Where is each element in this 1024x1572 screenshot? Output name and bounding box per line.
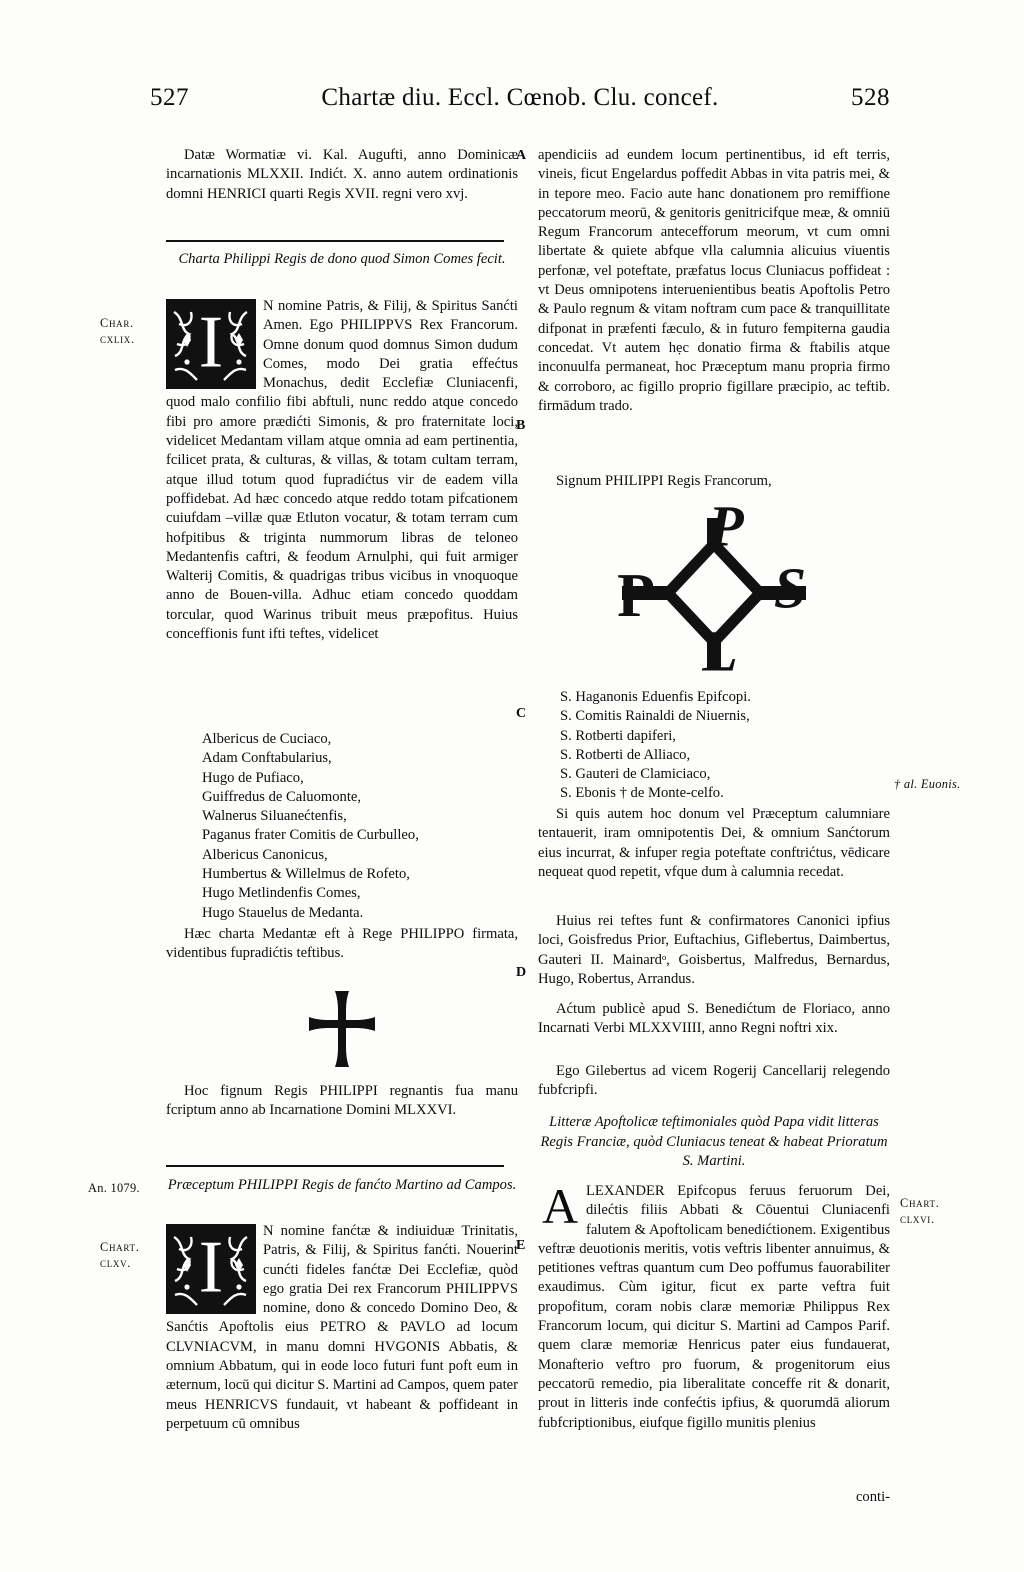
continuation-paragraph: apendiciis ad eundem locum pertinentibus, id eft terris, vineis, ficut Engelardus poffedit Abbas in vita patris mei, & in tepore meo. Facio aute hanc donationem pro remiffione peccatorum meorū, & genitoris genitricifque meæ, & omniū Regum Francorum antecefforum meorum, vt cum omni libertate & quiete abfque vlla calumnia alicuius viuentis perfonæ, vel poteftate, præfatus locus Cluniacus poffideat : vt Deus omnipotens interuenientibus beatis Apoftolis Petro & Paulo regnum & vitam noftram cum pace & tranquillitate difponat in præfenti fæculo, & in futuro fempiterna gaudia concedat. Vt autem hẹc donatio firma & ftabilis atque inconuulfa permaneat, hoc Præceptum manu propria firmo & corroboro, ac figillo proprio figillare præcipio, ac teftib. firmādum trado. — [538, 147, 890, 414]
sanction-block — [538, 805, 890, 915]
signum-line-block — [538, 472, 890, 498]
gutter-marker-a: A — [516, 148, 527, 163]
charter1-margin-note-line2: cxlix. — [100, 331, 135, 346]
list-item: Hugo de Pufiaco, — [202, 769, 304, 786]
charter2-body-block — [166, 1222, 518, 1492]
list-item: Guiffredus de Caluomonte, — [202, 788, 362, 805]
signature-block — [538, 688, 890, 813]
catchword-block — [538, 1488, 890, 1512]
running-head-title: Chartæ diu. Eccl. Cœnob. Clu. concef. — [321, 84, 719, 111]
list-item: S. Rotberti de Alliaco, — [560, 746, 691, 763]
charter1-heading: Charta Philippi Regis de dono quod Simon Comes fecit. — [178, 251, 506, 267]
dagger-margin-note: † al. Euonis. — [894, 777, 961, 791]
charter2-margin-note — [100, 1240, 140, 1271]
charter1-margin-note-line1: Char. — [100, 316, 134, 330]
gutter-marker-e: E — [516, 1238, 526, 1253]
list-item: Adam Conftabularius, — [202, 750, 332, 767]
papal-margin-note-line1: Chart. — [900, 1196, 940, 1210]
witness-list — [166, 730, 518, 923]
papal-letter-heading: Litteræ Apoftolicæ teftimoniales quòd Papa vidit litteras Regis Franciæ, quòd Cluniacus teneat & habeat Prioratum S. Martini. — [540, 1114, 888, 1169]
charter1-closing: Hæc charta Medantæ eft à Rege PHILIPPO firmata, videntibus fupradićtis teftibus. — [166, 926, 518, 962]
list-item: S. Rotberti dapiferi, — [560, 727, 676, 744]
list-item: Walnerus Siluanećtenfis, — [202, 808, 347, 825]
charter1-body-block — [166, 297, 518, 727]
list-item: Hugo Stauelus de Medanta. — [202, 904, 364, 921]
papal-body: LEXANDER Epifcopus feruus feruorum Dei, dilećtis filiis Abbati & Cōuentui Cluniacenfi falutem & Apoftolicam benedićtionem. Exigentibus veftræ deuotionis meritis, votis veftris libenter annuimus, & petitiones veftras quantum cum Deo poffumus fauorabiliter exaudimus. Cùm igitur, ficut ex parte veftra fuit propofitum, coram nobis claræ memoriæ Philippus Rex Francorum locum, qui dicitur S. Martini ad Campos Parif. quem claræ memoriæ Henricus pater eius fundauerat, Monafterio veftro pro fuorum, & progenitorum eius peccatorū remedio, pia liberalitate conceffe rit & donarit, prout in litteris inde confećtis ipfius, & quorumdā aliorum fubfcriptionibus, eiufque figillo munitis plenius — [538, 1183, 890, 1431]
gutter-marker-c: C — [516, 706, 527, 721]
initial-letter-a: A — [541, 1178, 579, 1234]
signum-line: Signum PHILIPPI Regis Francorum, — [556, 473, 772, 489]
papal-margin-note — [900, 1196, 940, 1227]
charter1-witness-block — [166, 730, 518, 930]
charter1-margin-note — [100, 316, 135, 347]
running-head — [150, 84, 890, 120]
list-item: Albericus Canonicus, — [202, 846, 328, 863]
actum-block — [538, 1000, 890, 1062]
list-item: S. Comitis Rainaldi de Niuernis, — [560, 708, 750, 725]
woodcut-initial-i-charter2 — [166, 1224, 256, 1314]
royal-cross-device — [166, 990, 518, 1070]
list-item: S. Ebonis † de Monte-celfo. — [560, 785, 724, 802]
charter2-margin-note-line2: clxv. — [100, 1255, 132, 1270]
chancellor-paragraph: Ego Gilebertus ad vicem Rogerij Cancellarij relegendo fubfcripfi. — [538, 1063, 890, 1099]
opening-paragraph: Datæ Wormatiæ vi. Kal. Augufti, anno Dominicæ incarnationis MLXXII. Indićt. X. anno autem ordinationis domni HENRICI quarti Regis XVII. regni vero xvj. — [166, 147, 518, 202]
charter2-heading: Præceptum PHILIPPI Regis de fanćto Martino ad Campos. — [167, 1177, 517, 1193]
actum-paragraph: Aćtum publicè apud S. Benedićtum de Floriaco, anno Incarnati Verbi MLXXVIIII, anno Regni noftri xix. — [538, 1001, 890, 1037]
continuation-block — [538, 146, 890, 476]
charter2-year-note: An. 1079. — [88, 1181, 140, 1195]
cross-caption: Hoc fignum Regis PHILIPPI regnantis fua manu fcriptum anno ab Incarnatione Domini MLXXVI. — [166, 1083, 518, 1119]
gutter-marker-b: B — [516, 418, 526, 433]
woodcut-initial-i-charter1 — [166, 299, 256, 389]
charter1-body: N nomine Patris, & Filij, & Spiritus Sanćti Amen. Ego PHILIPPVS Rex Francorum. Omne donum quod domnus Simon dudum Comes, modo Dei gratia effećtus Monachus, dedit Ecclefiæ Cluniacenfi, quod malo confilio fibi abftuli, nunc reddo atque concedo fibi pro amore prædićti Simonis, & pro fraternitate loci, videlicet Medantam villam atque omnia ad eam pertinentia, fcilicet prata, & culturas, & villas, & totam cultam terram, atque illud totum quod fupradićtus vir de eadem villa poffidebat. Ad hæc concedo atque reddo totam pifcationem cuiufdam –villæ quæ Etluton vocatur, & totam terram cum hofpitibus & triginta nummorum libras de teloneo Medantenfis caftri, & feodum Arnulphi, qui fuit armiger Walterij Comitis, & quadrigas tribus vicibus in vnoquoque anno de Bouen-villa. Adhuc etiam concedo quoddam torcular, quod Warinus tribuit meus præpofitus. Huius conceffionis funt ifti teftes, videlicet — [166, 298, 518, 643]
charter1-closing-block — [166, 925, 518, 971]
gutter-marker-d: D — [516, 965, 527, 980]
divider-rule-top — [166, 240, 504, 242]
initial-letter-i: I — [198, 301, 224, 384]
folio-number-right: 528 — [850, 84, 890, 111]
initial-letter-i: I — [198, 1226, 224, 1309]
folio-number-left: 527 — [150, 84, 189, 111]
royal-monogram-device — [538, 500, 890, 686]
signature-list — [538, 688, 890, 804]
left-opening-paragraph-block — [166, 146, 518, 230]
sanction-paragraph: Si quis autem hoc donum vel Præceptum calumniare tentauerit, iram omnipotentis Dei, & omnium Sanćtorum eius incurrat, & infuper regia poteftate conftrićtus, vēdicare nequeat quod repetit, vfque dum à calumnia recedat. — [538, 806, 890, 880]
list-item: Hugo Metlindenfis Comes, — [202, 885, 361, 902]
charter2-body: N nomine fanćtæ & indiuiduæ Trinitatis, Patris, & Filij, & Spiritus fanćti. Nouerint cunćti fideles fanćtæ Dei Ecclefiæ, quòd ego gratia Dei rex Francorum PHILIPPVS nomine, dono & concedo Domino Deo, & Sanćtis Apoftolis eius PETRO & PAVLO ad locum CLVNIACVM, in manu domni HVGONIS Abbatis, & omnium Abbatum, qui in eode loco futuri funt poft eum in æternum, locū qui dicitur S. Martini ad Campos, quem pater meus HENRICVS fundauit, vt habeant & poffideant in perpetuum cū omnibus — [166, 1223, 518, 1432]
monogram-letter-top: P — [708, 502, 744, 559]
cross-caption-block — [166, 1082, 518, 1146]
divider-rule-bottom — [166, 1165, 504, 1167]
chancellor-block — [538, 1062, 890, 1108]
monogram-letter-bottom: L — [702, 618, 738, 684]
monogram-letter-right: S — [773, 555, 807, 621]
catchword: conti- — [855, 1489, 890, 1505]
list-item: Albericus de Cuciaco, — [202, 731, 332, 747]
witness-paragraph: Huius rei teftes funt & confirmatores Canonici ipfius loci, Goisfredus Prior, Euftachius, Giflebertus, Daimbertus, Gauteri II. Mainardᵒ, Goisbertus, Malfredus, Bernardus, Hugo, Robertus, Arrandus. — [538, 913, 890, 987]
papal-margin-note-line2: clxvi. — [900, 1211, 935, 1226]
list-item: Humbertus & Willelmus de Rofeto, — [202, 866, 410, 883]
list-item: S. Gauteri de Clamiciaco, — [560, 766, 711, 783]
charter2-margin-note-line1: Chart. — [100, 1240, 140, 1254]
papal-body-block — [538, 1178, 890, 1492]
list-item: Paganus frater Comitis de Curbulleo, — [202, 827, 419, 844]
list-item: S. Haganonis Eduenfis Epifcopi. — [560, 689, 751, 705]
monogram-letter-left: P — [617, 562, 655, 631]
